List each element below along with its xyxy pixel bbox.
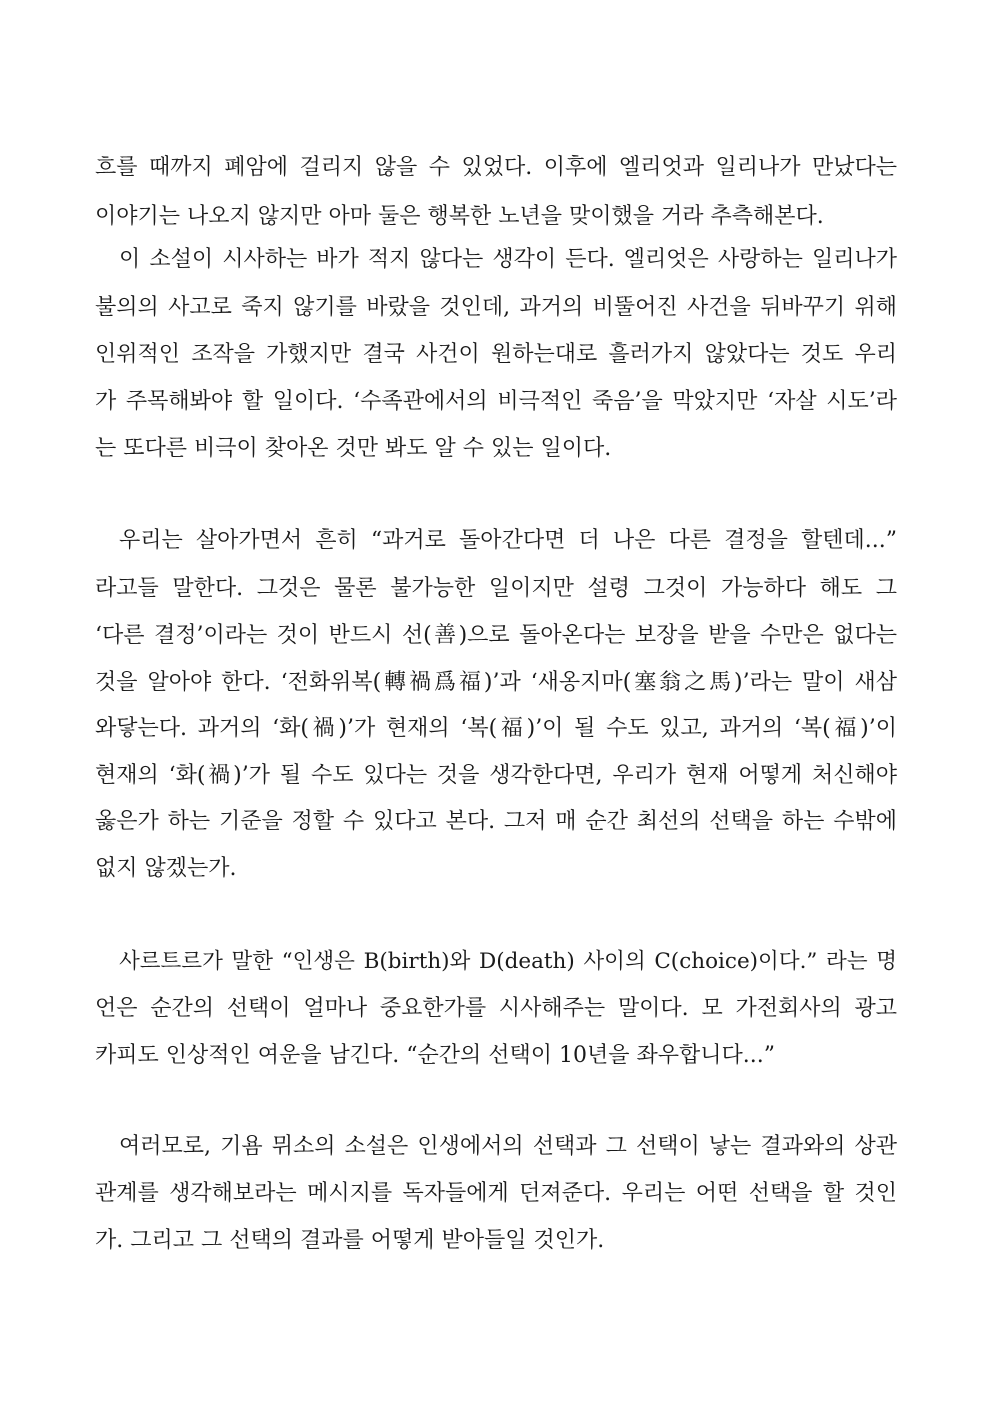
body-text-line: 는 또다른 비극이 찾아온 것만 봐도 알 수 있는 일이다.	[95, 436, 612, 461]
body-text-line: 사르트르가 말한 “인생은 B(birth)와 D(death) 사이의 C(choice)이다.” 라는 명	[119, 949, 897, 974]
body-text-line: 이 소설이 시사하는 바가 적지 않다는 생각이 든다. 엘리엇은 사랑하는 일리나가	[119, 247, 897, 272]
body-text-line: ‘다른 결정’이라는 것이 반드시 선(善)으로 돌아온다는 보장을 받을 수만은 없다는	[95, 623, 897, 648]
body-text-line: 카피도 인상적인 여운을 남긴다. “순간의 선택이 10년을 좌우합니다...”	[95, 1043, 775, 1068]
body-text-line: 이야기는 나오지 않지만 아마 둘은 행복한 노년을 맞이했을 거라 추측해본다.	[95, 204, 824, 229]
body-text-line: 우리는 살아가면서 흔히 “과거로 돌아간다면 더 나은 다른 결정을 할텐데...”	[119, 528, 897, 553]
body-text-line: 라고들 말한다. 그것은 물론 불가능한 일이지만 설령 그것이 가능하다 해도 그	[95, 576, 897, 601]
body-text-line: 옳은가 하는 기준을 정할 수 있다고 본다. 그저 매 순간 최선의 선택을 하는 수밖에	[95, 809, 897, 834]
body-text-line: 와닿는다. 과거의 ‘화(禍)’가 현재의 ‘복(福)’이 될 수도 있고, 과거의 ‘복(福)’이	[95, 716, 897, 741]
body-text-line: 가 주목해봐야 할 일이다. ‘수족관에서의 비극적인 죽음’을 막았지만 ‘자살 시도’라	[95, 389, 897, 414]
body-text-line: 가. 그리고 그 선택의 결과를 어떻게 받아들일 것인가.	[95, 1228, 605, 1253]
body-text-line: 언은 순간의 선택이 얼마나 중요한가를 시사해주는 말이다. 모 가전회사의 광고	[95, 996, 897, 1021]
body-text-line: 불의의 사고로 죽지 않기를 바랐을 것인데, 과거의 비뚤어진 사건을 뒤바꾸기 위해	[95, 295, 897, 320]
body-text-line: 흐를 때까지 폐암에 걸리지 않을 수 있었다. 이후에 엘리엇과 일리나가 만났다는	[95, 155, 897, 180]
body-text-line: 없지 않겠는가.	[95, 856, 237, 881]
body-text-line: 여러모로, 기욤 뮈소의 소설은 인생에서의 선택과 그 선택이 낳는 결과와의 상관	[119, 1134, 897, 1159]
body-text-line: 것을 알아야 한다. ‘전화위복(轉禍爲福)’과 ‘새옹지마(塞翁之馬)’라는 말이 새삼	[95, 670, 897, 695]
body-text-line: 관계를 생각해보라는 메시지를 독자들에게 던져준다. 우리는 어떤 선택을 할 것인	[95, 1181, 897, 1206]
body-text-line: 인위적인 조작을 가했지만 결국 사건이 원하는대로 흘러가지 않았다는 것도 우리	[95, 342, 897, 367]
body-text-line: 현재의 ‘화(禍)’가 될 수도 있다는 것을 생각한다면, 우리가 현재 어떻게 처신해야	[95, 763, 897, 788]
